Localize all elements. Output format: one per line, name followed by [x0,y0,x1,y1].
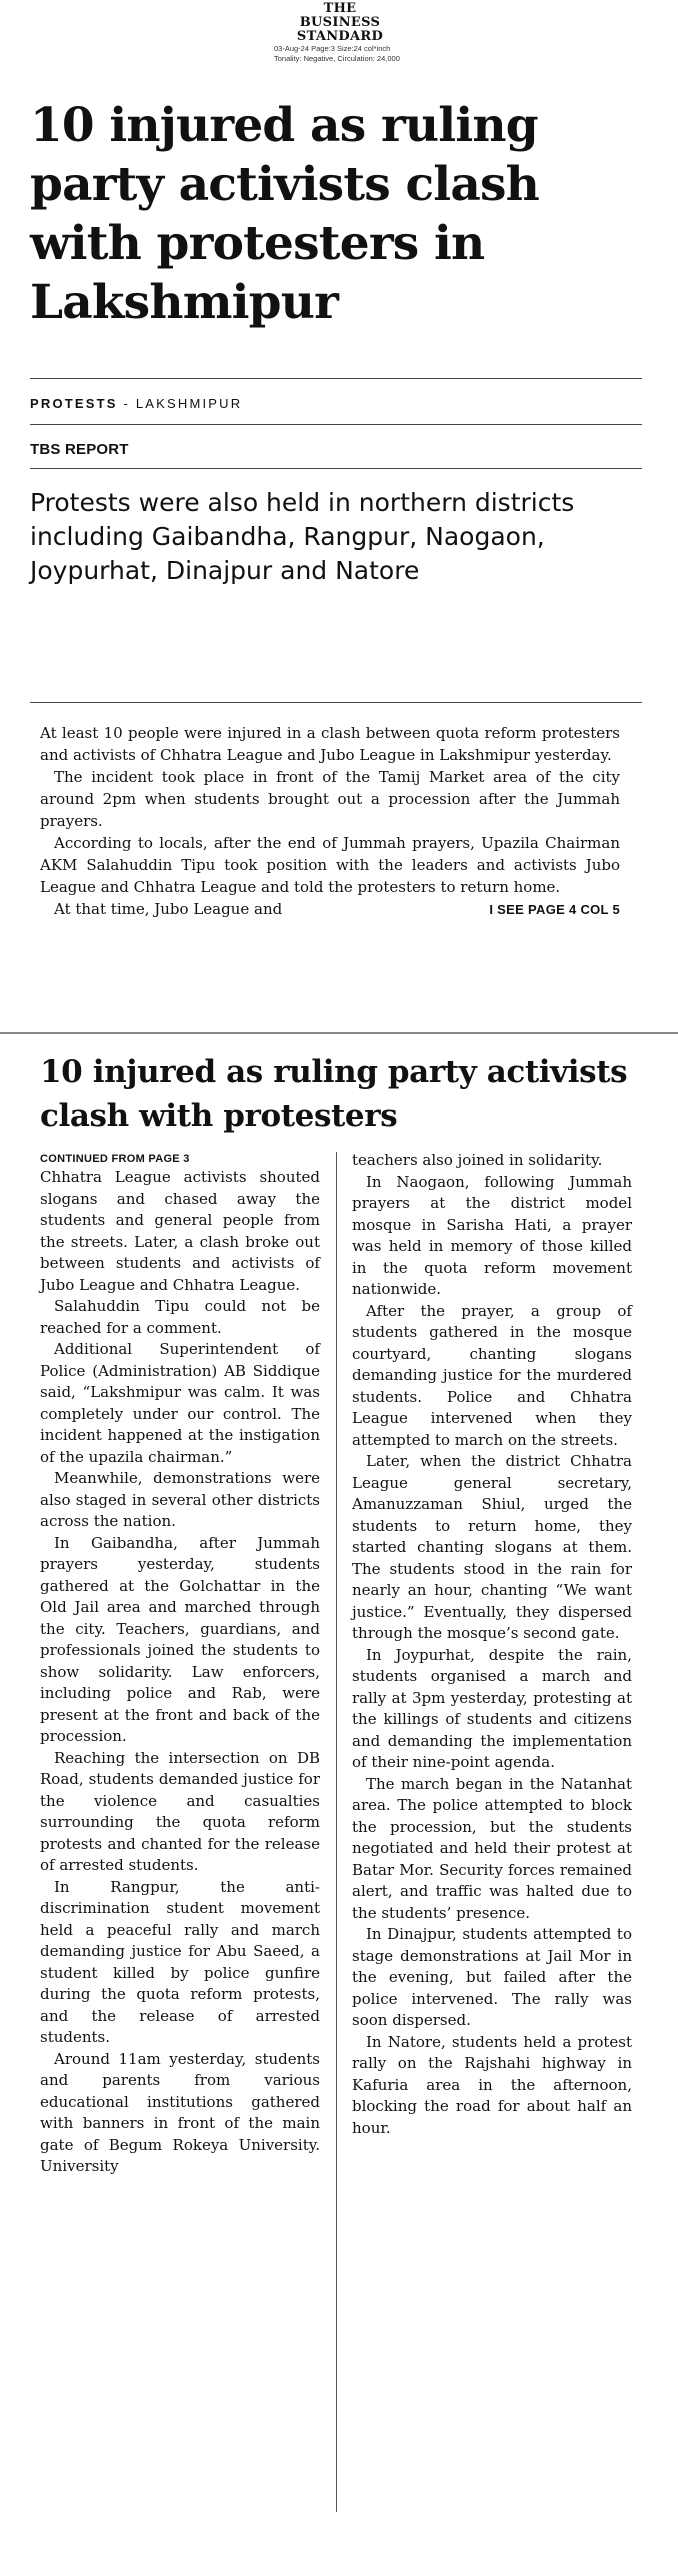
byline: TBS REPORT [30,441,129,458]
body-paragraph: Meanwhile, demonstrations were also staged in several other districts across the nation. [40,1469,320,1530]
clipping-separator [0,1032,678,1034]
lead-tail-line [40,898,620,921]
lead-text [40,722,620,921]
article-deck: Protests were also held in northern districts including Gaibandha, Rangpur, Naogaon, Joypurhat, Dinajpur and Natore [30,488,575,585]
divider-byline [30,468,642,469]
masthead-line-3: STANDARD [296,29,384,44]
body-paragraph: Later, when the district Chhatra League general secretary, Amanuzzaman Shiul, urged the students to return home, they started chanting slogans at them. The students stood in the rain for nearly an hour, chanting “We want justice.” Eventually, they dispersed through the mosque’s second gate. [352,1452,632,1642]
clipping-meta-1: 03-Aug-24 Page:3 Size:24 col*inch [274,44,391,53]
divider-deck [30,702,642,703]
body-paragraph: In Joypurhat, despite the rain, students organised a march and rally at 3pm yesterday, protesting at the killings of students and citizens and demanding the implementation of their nine-point agenda. [352,1645,632,1771]
lead-paragraph: According to locals, after the end of Jummah prayers, Upazila Chairman AKM Salahuddin Tipu took position with the leaders and activists Jubo League and Chhatra League and told the protesters to return home. [40,834,620,896]
lead-paragraph: At least 10 people were injured in a clash between quota reform protesters and activists of Chhatra League and Jubo League in Lakshmipur yesterday. [40,724,620,764]
body-paragraph: Additional Superintendent of Police (Administration) AB Siddique said, “Lakshmipur was calm. It was completely under our control. The incident happened at the instigation of the upazila chairman.” [40,1340,320,1466]
body-paragraph: In Rangpur, the anti-discrimination student movement held a peaceful rally and march demanding justice for Abu Saeed, a student killed by police gunfire during the quota reform protests, and the release of arrested students. [40,1877,320,2046]
clipping-meta-2: Tonality: Negative, Circulation: 24,000 [274,54,400,63]
article-headline: 10 injured as ruling party activists clash with protesters in Lakshmipur [30,98,540,330]
lead-tail-text: At that time, Jubo League and [54,900,283,918]
masthead-line-2: BUSINESS [299,15,381,30]
masthead-line-1: THE [323,1,357,16]
section-name: PROTESTS [30,396,118,411]
column-divider [336,1152,337,2512]
section-separator: - [117,396,136,411]
jump-reference: I SEE PAGE 4 COL 5 [489,902,620,917]
body-paragraph: Salahuddin Tipu could not be reached for a comment. [40,1297,320,1337]
body-paragraph: Chhatra League activists shouted slogans and chased away the students and general people from the streets. Later, a clash broke out between students and activists of Jubo League and Chhatra League. [40,1168,320,1294]
divider-middle [30,424,642,425]
body-paragraph: In Naogaon, following Jummah prayers at the district model mosque in Sarisha Hati, a prayer was held in memory of those killed in the quota reform movement nationwide. [352,1172,632,1298]
section-location: LAKSHMIPUR [135,396,243,411]
body-paragraph: In Dinajpur, students attempted to stage demonstrations at Jail Mor in the evening, but failed after the police intervened. The rally was soon dispersed. [352,1925,632,2029]
section-label [30,396,242,411]
continuation-column-2 [352,1150,632,2139]
continuation-column-1 [40,1152,320,2178]
body-paragraph: In Gaibandha, after Jummah prayers yesterday, students gathered at the Golchattar in the Old Jail area and marched through the city. Teachers, guardians, and professionals joined the students to show solidarity. Law enforcers, including police and Rab, were present at the front and back of the procession. [40,1533,320,1745]
continued-label: CONTINUED FROM PAGE 3 [40,1153,190,1165]
body-paragraph: teachers also joined in solidarity. [352,1151,603,1169]
divider-top [30,378,642,379]
masthead [270,2,410,64]
continuation-headline: 10 injured as ruling party activists clash with protesters [40,1054,628,1134]
body-paragraph: The march began in the Natanhat area. The police attempted to block the procession, but the students negotiated and held their protest at Batar Mor. Security forces remained alert, and traffic was halted due to the students’ presence. [352,1774,632,1922]
body-paragraph: In Natore, students held a protest rally on the Rajshahi highway in Kafuria area in the afternoon, blocking the road for about half an hour. [352,2032,632,2137]
body-paragraph: Reaching the intersection on DB Road, students demanded justice for the violence and casualties surrounding the quota reform protests and chanted for the release of arrested students. [40,1748,320,1874]
body-paragraph: After the prayer, a group of students gathered in the mosque courtyard, chanting slogans demanding justice for the murdered students. Police and Chhatra League intervened when they attempted to march on the streets. [352,1301,632,1449]
lead-paragraph: The incident took place in front of the Tamij Market area of the city around 2pm when students brought out a procession after the Jummah prayers. [40,768,620,830]
body-paragraph: Around 11am yesterday, students and parents from various educational institutions gathered with banners in front of the main gate of Begum Rokeya University. University [40,2049,320,2175]
